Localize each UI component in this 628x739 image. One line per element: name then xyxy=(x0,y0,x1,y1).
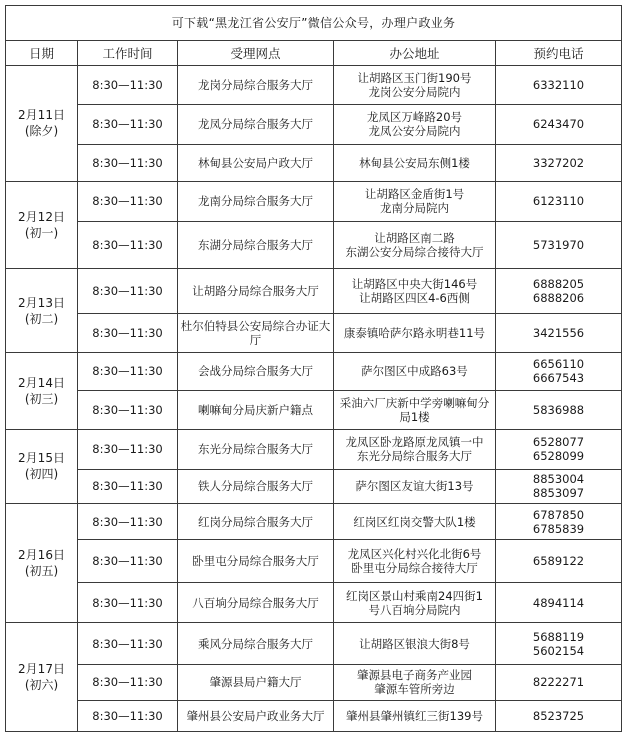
phone-number: 6123110 xyxy=(532,194,585,209)
header-date: 日期 xyxy=(6,41,78,66)
address-line: 龙凤区兴化村兴化北街6号 xyxy=(347,547,482,562)
address-line: 让胡路区中央大街146号 xyxy=(351,277,478,292)
office-name: 八百垧分局综合服务大厅 xyxy=(192,595,319,610)
title-row xyxy=(6,6,622,41)
date-cell xyxy=(6,623,78,732)
time-cell: 8:30—11:30 xyxy=(78,540,178,583)
date-cell xyxy=(6,503,78,622)
date-cell xyxy=(6,181,78,268)
date-cell xyxy=(6,66,78,181)
address-cell xyxy=(334,583,496,623)
address-line: 龙凤区卧龙路原龙凤镇一中 xyxy=(345,435,484,450)
address-cell xyxy=(334,144,496,181)
table-row xyxy=(6,469,622,503)
date-label: 2月15日 xyxy=(18,451,65,466)
time-cell: 8:30—11:30 xyxy=(78,664,178,700)
date-cell xyxy=(6,429,78,503)
office-name: 杜尔伯特县公安局综合办证大厅 xyxy=(180,319,331,348)
table-row xyxy=(6,221,622,268)
address-cell xyxy=(334,353,496,390)
table-row xyxy=(6,623,622,664)
date-label: 2月11日 xyxy=(18,108,65,123)
office-cell xyxy=(178,469,334,503)
office-name: 肇州县公安局户政业务大厅 xyxy=(186,708,325,723)
table-row xyxy=(6,503,622,539)
holiday-label: (初三) xyxy=(24,392,59,406)
time-cell: 8:30—11:30 xyxy=(78,429,178,469)
office-name: 喇嘛甸分局庆新户籍点 xyxy=(198,402,313,417)
office-cell xyxy=(178,105,334,144)
table-row xyxy=(6,353,622,390)
office-name: 会战分局综合服务大厅 xyxy=(198,364,313,379)
time-cell: 8:30—11:30 xyxy=(78,623,178,664)
phone-cell xyxy=(496,664,622,700)
table-row xyxy=(6,181,622,221)
office-cell xyxy=(178,314,334,353)
phone-cell xyxy=(496,221,622,268)
address-line: 林甸县公安局东侧1楼 xyxy=(359,155,470,170)
address-cell xyxy=(334,314,496,353)
phone-cell xyxy=(496,269,622,314)
holiday-label: (初四) xyxy=(24,467,59,482)
time-cell: 8:30—11:30 xyxy=(78,700,178,731)
address-line: 红岗区红岗交警大队1楼 xyxy=(353,514,476,529)
header-row xyxy=(6,41,622,66)
phone-number: 8523725 xyxy=(532,708,585,723)
office-name: 龙岗分局综合服务大厅 xyxy=(198,78,313,93)
date-label: 2月13日 xyxy=(18,295,65,310)
office-name: 龙南分局综合服务大厅 xyxy=(198,194,313,209)
address-cell xyxy=(334,66,496,105)
office-cell xyxy=(178,390,334,429)
table-row xyxy=(6,269,622,314)
phone-cell xyxy=(496,144,622,181)
phone-number: 3327202 xyxy=(532,155,585,170)
address-line: 东湖公安分局综合接待大厅 xyxy=(345,244,484,259)
office-cell xyxy=(178,221,334,268)
address-cell xyxy=(334,700,496,731)
address-line: 卧里屯分局综合接待大厅 xyxy=(351,561,478,576)
phone-number: 6656110 xyxy=(532,357,585,372)
phone-number: 6243470 xyxy=(532,117,585,132)
address-cell xyxy=(334,105,496,144)
office-cell xyxy=(178,181,334,221)
phone-cell xyxy=(496,314,622,353)
phone-number: 6667543 xyxy=(532,371,585,386)
table-row xyxy=(6,583,622,623)
header-phone: 预约电话 xyxy=(496,41,622,66)
time-cell: 8:30—11:30 xyxy=(78,66,178,105)
address-line: 龙凤区万峰路20号 xyxy=(366,110,463,125)
phone-cell xyxy=(496,469,622,503)
address-cell xyxy=(334,540,496,583)
time-cell: 8:30—11:30 xyxy=(78,105,178,144)
office-cell xyxy=(178,269,334,314)
time-cell: 8:30—11:30 xyxy=(78,144,178,181)
office-cell xyxy=(178,700,334,731)
office-name: 铁人分局综合服务大厅 xyxy=(198,479,313,494)
phone-number: 3421556 xyxy=(532,326,585,341)
office-cell xyxy=(178,623,334,664)
date-cell xyxy=(6,269,78,353)
table-row xyxy=(6,105,622,144)
phone-cell xyxy=(496,353,622,390)
address-line: 肇州县肇州镇红三街139号 xyxy=(346,708,483,723)
office-cell xyxy=(178,144,334,181)
office-cell xyxy=(178,353,334,390)
address-line: 采油六厂庆新中学旁喇嘛甸分局1楼 xyxy=(339,395,490,424)
office-name: 卧里屯分局综合服务大厅 xyxy=(192,554,319,569)
phone-cell xyxy=(496,503,622,539)
address-line: 萨尔图区友谊大街13号 xyxy=(355,479,474,494)
office-name: 林甸县公安局户政大厅 xyxy=(198,155,313,170)
table-row xyxy=(6,390,622,429)
office-cell xyxy=(178,583,334,623)
time-cell: 8:30—11:30 xyxy=(78,221,178,268)
time-cell: 8:30—11:30 xyxy=(78,269,178,314)
phone-number: 5688119 xyxy=(532,629,585,644)
office-cell xyxy=(178,429,334,469)
phone-number: 6332110 xyxy=(532,78,585,93)
address-line: 龙凤公安分局院内 xyxy=(368,124,461,139)
address-line: 龙南分局院内 xyxy=(380,201,449,216)
address-line: 康泰镇哈萨尔路永明巷11号 xyxy=(343,326,486,341)
address-cell xyxy=(334,429,496,469)
phone-cell xyxy=(496,623,622,664)
address-cell xyxy=(334,469,496,503)
phone-cell xyxy=(496,700,622,731)
address-cell xyxy=(334,503,496,539)
phone-number: 6589122 xyxy=(532,554,585,569)
table-row xyxy=(6,66,622,105)
phone-cell xyxy=(496,390,622,429)
address-line: 龙岗公安分局院内 xyxy=(368,85,461,100)
time-cell: 8:30—11:30 xyxy=(78,469,178,503)
phone-cell xyxy=(496,583,622,623)
phone-cell xyxy=(496,540,622,583)
address-line: 让胡路区金盾街1号 xyxy=(364,187,465,202)
phone-cell xyxy=(496,181,622,221)
address-line: 让胡路区玉门街190号 xyxy=(357,71,472,86)
address-line: 号八百垧分局院内 xyxy=(368,602,461,617)
office-name: 东湖分局综合服务大厅 xyxy=(198,237,313,252)
table-row xyxy=(6,664,622,700)
address-line: 肇源县电子商务产业园 xyxy=(357,668,472,683)
office-cell xyxy=(178,540,334,583)
date-label: 2月12日 xyxy=(18,209,65,224)
table-row xyxy=(6,144,622,181)
phone-number: 6888206 xyxy=(532,291,585,306)
address-cell xyxy=(334,269,496,314)
phone-number: 6785839 xyxy=(532,521,585,536)
time-cell: 8:30—11:30 xyxy=(78,181,178,221)
office-name: 龙凤分局综合服务大厅 xyxy=(198,117,313,132)
office-name: 东光分局综合服务大厅 xyxy=(198,442,313,457)
header-time: 工作时间 xyxy=(78,41,178,66)
address-cell xyxy=(334,664,496,700)
date-label: 2月17日 xyxy=(18,662,65,677)
schedule-table xyxy=(5,5,622,732)
address-line: 红岗区景山村乘南24四街1 xyxy=(346,588,483,603)
phone-number: 6888205 xyxy=(532,277,585,292)
phone-number: 6787850 xyxy=(532,507,585,522)
table-row xyxy=(6,700,622,731)
address-line: 东光分局综合服务大厅 xyxy=(357,449,472,464)
office-name: 乘风分局综合服务大厅 xyxy=(198,636,313,651)
time-cell: 8:30—11:30 xyxy=(78,314,178,353)
table-title: 可下载“黑龙江省公安厅”微信公众号，办理户政业务 xyxy=(6,6,622,41)
time-cell: 8:30—11:30 xyxy=(78,583,178,623)
time-cell: 8:30—11:30 xyxy=(78,353,178,390)
phone-number: 5602154 xyxy=(532,643,585,658)
holiday-label: (初五) xyxy=(24,564,59,579)
phone-number: 6528099 xyxy=(532,449,585,464)
header-office: 受理网点 xyxy=(178,41,334,66)
holiday-label: (初二) xyxy=(24,311,59,326)
address-cell xyxy=(334,221,496,268)
phone-number: 6528077 xyxy=(532,435,585,450)
address-cell xyxy=(334,181,496,221)
table-row xyxy=(6,314,622,353)
phone-number: 8853097 xyxy=(532,486,585,501)
date-cell xyxy=(6,353,78,429)
date-label: 2月16日 xyxy=(18,548,65,563)
office-name: 让胡路分局综合服务大厅 xyxy=(192,284,319,299)
office-name: 肇源县局户籍大厅 xyxy=(209,675,302,690)
table-row xyxy=(6,429,622,469)
address-line: 萨尔图区中成路63号 xyxy=(361,364,468,379)
time-cell: 8:30—11:30 xyxy=(78,390,178,429)
header-address: 办公地址 xyxy=(334,41,496,66)
phone-number: 4894114 xyxy=(532,595,585,610)
phone-number: 8222271 xyxy=(532,675,585,690)
phone-cell xyxy=(496,429,622,469)
address-line: 让胡路区四区4-6西侧 xyxy=(359,291,470,306)
address-line: 让胡路区银浪大街8号 xyxy=(359,636,470,651)
address-line: 肇源车管所旁边 xyxy=(374,682,455,697)
address-cell xyxy=(334,623,496,664)
phone-number: 5836988 xyxy=(532,402,585,417)
table-row xyxy=(6,540,622,583)
phone-cell xyxy=(496,66,622,105)
office-cell xyxy=(178,503,334,539)
holiday-label: (初一) xyxy=(24,225,59,240)
office-cell xyxy=(178,66,334,105)
address-line: 让胡路区南二路 xyxy=(374,230,455,245)
office-cell xyxy=(178,664,334,700)
holiday-label: (除夕) xyxy=(24,124,59,139)
office-name: 红岗分局综合服务大厅 xyxy=(198,514,313,529)
holiday-label: (初六) xyxy=(24,678,59,693)
time-cell: 8:30—11:30 xyxy=(78,503,178,539)
phone-cell xyxy=(496,105,622,144)
phone-number: 8853004 xyxy=(532,472,585,487)
phone-number: 5731970 xyxy=(532,237,585,252)
address-cell xyxy=(334,390,496,429)
date-label: 2月14日 xyxy=(18,376,65,390)
